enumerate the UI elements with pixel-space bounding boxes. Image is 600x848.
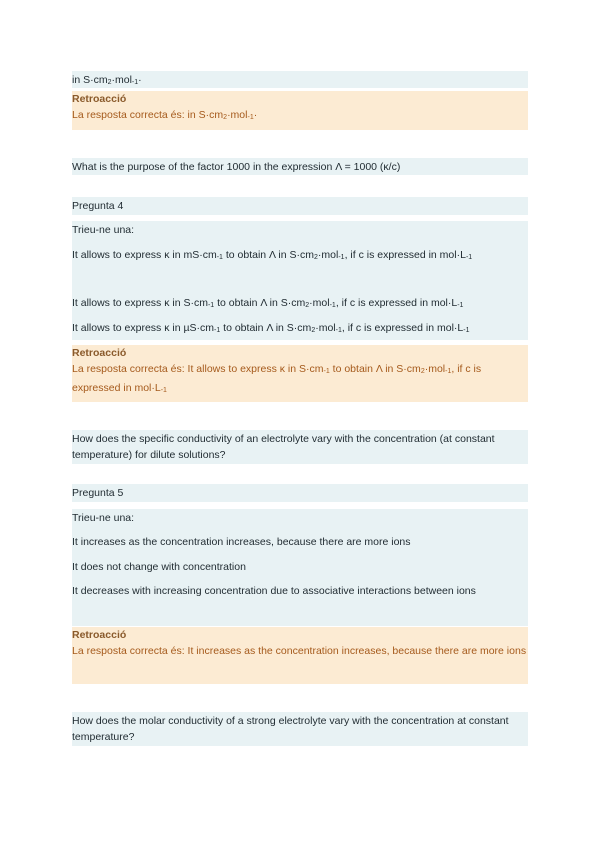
text: in S·cm [72,74,108,86]
text: ·mol [111,74,132,86]
text: , if c is [451,363,482,375]
text: It allows to express κ in S·cm [72,297,208,309]
text: , if c is expressed in mol·L [341,322,464,334]
text: ·mol [227,109,248,121]
text: -1 [445,368,452,375]
text: , if c is expressed in mol·L [335,297,458,309]
text: , if c is expressed in mol·L [344,249,466,261]
answer-options [72,221,528,340]
text: -1 [463,327,470,334]
feedback-text [72,360,528,399]
text: 2 [311,327,316,334]
text: · [253,109,258,121]
answer-options [72,509,528,626]
answer-option[interactable]: It increases as the concentration increases, because there are more ions [72,536,411,548]
question-label: Pregunta 4 [72,197,528,215]
text: -1 [216,254,223,261]
text: 2 [420,368,425,375]
text: -1 [214,327,221,334]
question-prompt: What is the purpose of the factor 1000 in the expression Λ = 1000 (κ/c) [72,158,528,175]
text: -1 [335,327,342,334]
previous-answer [72,71,528,88]
feedback-title: Retroacció [72,347,127,359]
feedback-text [72,106,528,126]
choose-prompt: Trieu-ne una: [72,512,135,524]
text: -1 [323,368,330,375]
text: ·mol [424,363,446,375]
choose-prompt: Trieu-ne una: [72,224,135,236]
text: It allows to express κ in mS·cm [72,249,217,261]
text: 2 [314,254,318,261]
text: -1 [329,302,336,309]
text: It allows to express κ in µS·cm [72,322,215,334]
answer-option[interactable] [72,247,472,266]
text: -1 [247,114,254,121]
text: to obtain Λ in S·cm [214,297,306,309]
feedback-box [72,345,528,402]
feedback-box [72,627,528,684]
answer-option[interactable] [72,295,463,314]
text: to obtain Λ in S·cm [222,249,314,261]
feedback-title: Retroacció [72,93,127,105]
text: -1 [465,254,473,261]
text: -1 [457,302,464,309]
text: -1 [207,302,215,309]
text: La resposta correcta és: It allows to express κ in S·cm [72,363,324,375]
text: 2 [223,114,228,121]
text: expressed in mol·L [72,382,161,394]
question-prompt: How does the specific conductivity of an electrolyte vary with the concentration (at constant temperature) for dilute solutions? [72,430,528,464]
text: ·mol [309,297,330,309]
text: · [138,74,142,86]
answer-option[interactable]: It decreases with increasing concentration due to associative interactions between ions [72,585,476,597]
text: 2 [305,302,310,309]
text: to obtain Λ in S·cm [220,322,312,334]
text: -1 [131,79,139,86]
text: La resposta correcta és: in S·cm [72,109,224,121]
text: -1 [338,254,345,261]
text: ·mol [317,249,339,261]
answer-option[interactable]: It does not change with concentration [72,561,246,573]
question-prompt: How does the molar conductivity of a strong electrolyte vary with the concentration at constant temperature? [72,712,528,746]
feedback-title: Retroacció [72,629,127,641]
question-label: Pregunta 5 [72,484,528,502]
text: 2 [107,79,112,86]
text: to obtain Λ in S·cm [329,363,421,375]
feedback-box [72,91,528,130]
answer-option[interactable] [72,320,470,339]
text: -1 [160,387,167,394]
text: ·mol [315,322,336,334]
feedback-text: La resposta correcta és: It increases as the concentration increases, because there are more ions [72,645,527,657]
